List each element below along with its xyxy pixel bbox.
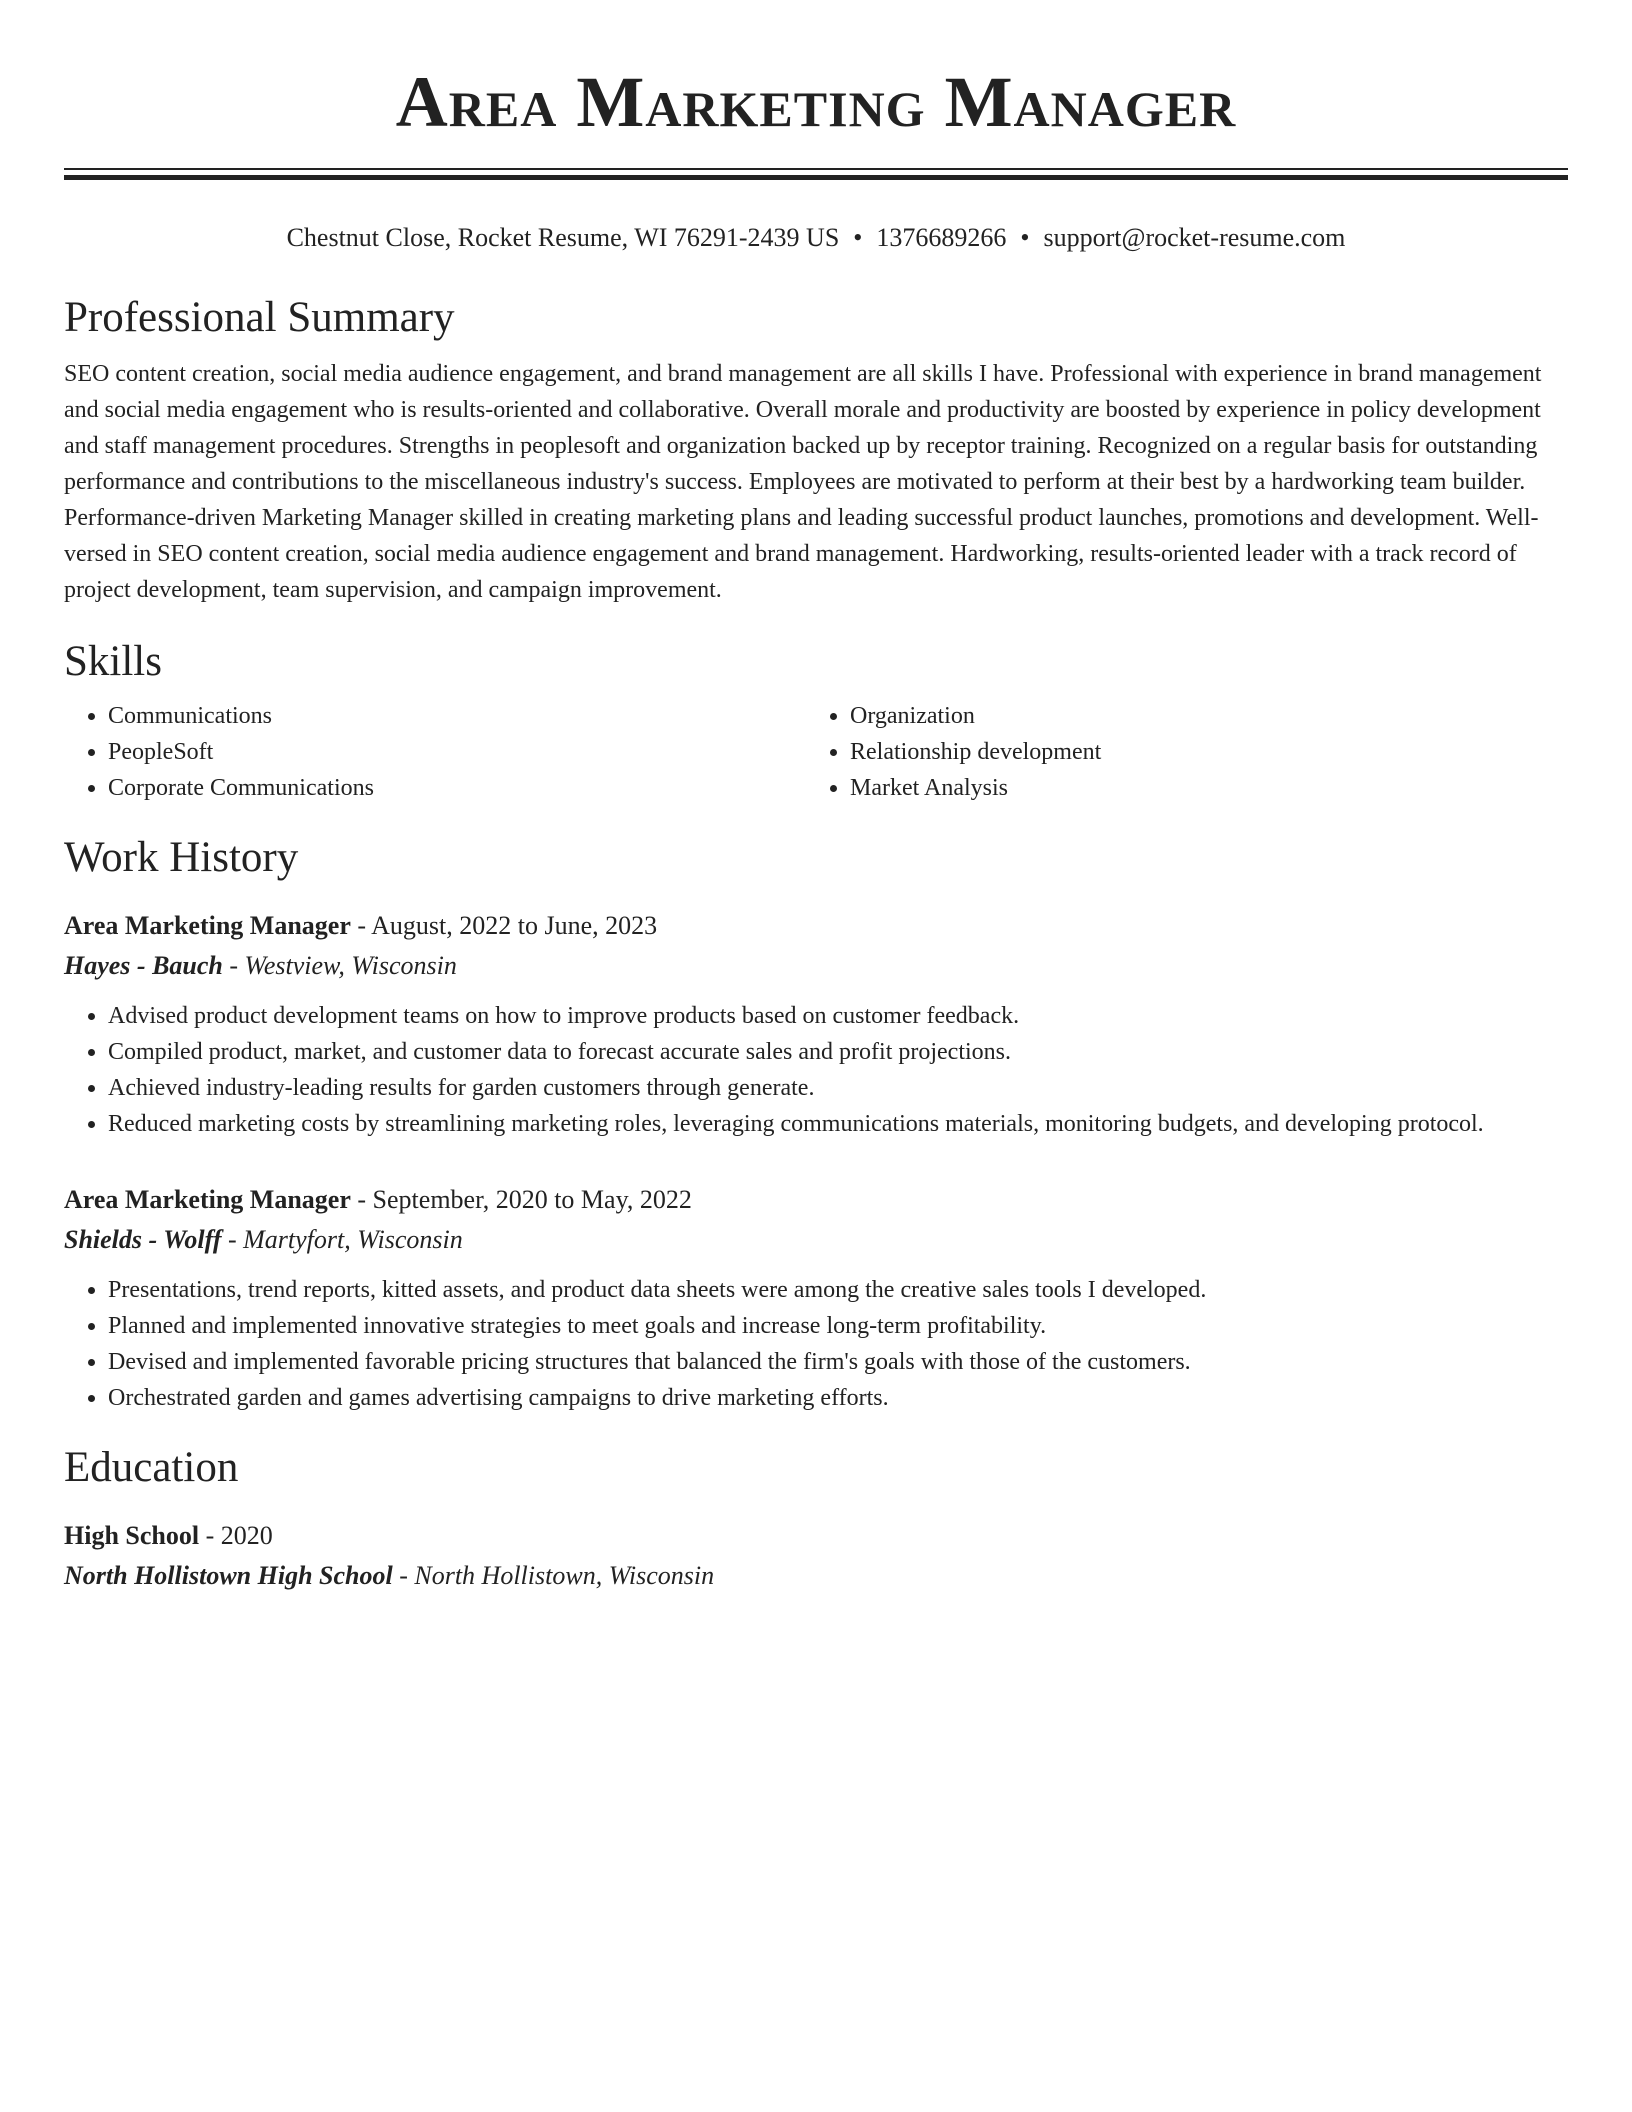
skills-right-column [806,698,1548,806]
job-bullets [64,1272,1568,1416]
degree-name: High School [64,1521,200,1550]
degree-year: - 2020 [199,1521,273,1550]
job-bullet: • Planned and implemented innovative strategies to meet goals and increase long-term profitability. [108,1308,1568,1344]
job-bullet: • Advised product development teams on how to improve products based on customer feedback. [108,998,1568,1034]
job-title-line [64,908,1568,944]
job-bullet: • Orchestrated garden and games advertising campaigns to drive marketing efforts. [108,1380,1568,1416]
skill-item: • Organization [850,698,1548,734]
job-title: Area Marketing Manager [64,1185,351,1214]
contact-separator: • [853,223,863,252]
degree-line [64,1518,1568,1554]
job-entry [64,908,1568,1142]
job-bullet: • Reduced marketing costs by streamlining marketing roles, leveraging communications materials, monitoring budgets, and developing protocol. [108,1106,1568,1142]
job-bullets [64,998,1568,1142]
skills-left-column [64,698,806,806]
company-name: Shields - Wolff [64,1225,222,1254]
school-location: - North Hollistown, Wisconsin [392,1561,715,1590]
summary-text: SEO content creation, social media audience engagement, and brand management are all skills I have. Professional with experience in brand management and social media engagement who is results-oriented and collaborative. Overall morale and productivity are boosted by experience in policy development and staff management procedures. Strengths in peoplesoft and organization backed up by receptor training. Recognized on a regular basis for outstanding performance and contributions to the miscellaneous industry's success. Employees are motivated to perform at their best by a hardworking team builder. Performance-driven Marketing Manager skilled in creating marketing plans and leading successful product launches, promotions and development. Well-versed in SEO content creation, social media audience engagement and brand management. Hardworking, results-oriented leader with a track record of project development, team supervision, and campaign improvement. [64,361,1542,603]
job-entry [64,1182,1568,1416]
job-title: Area Marketing Manager [64,911,351,940]
job-bullet: • Presentations, trend reports, kitted assets, and product data sheets were among the creative sales tools I developed. [108,1272,1568,1308]
title-divider-thin [64,168,1568,170]
job-dates: - August, 2022 to June, 2023 [350,911,658,940]
company-name: Hayes - Bauch [64,951,223,980]
work-history-heading: Work History [64,834,299,881]
skill-item: • Market Analysis [850,770,1548,806]
skill-item: • Corporate Communications [108,770,806,806]
job-bullet: • Achieved industry-leading results for garden customers through generate. [108,1070,1568,1106]
job-dates: - September, 2020 to May, 2022 [350,1185,692,1214]
summary-heading: Professional Summary [64,294,455,341]
education-heading: Education [64,1444,239,1491]
contact-phone: 1376689266 [876,223,1007,252]
company-location: - Martyfort, Wisconsin [221,1225,463,1254]
skill-item: • PeopleSoft [108,734,806,770]
job-bullet: • Devised and implemented favorable pricing structures that balanced the firm's goals with those of the customers. [108,1344,1568,1380]
skills-grid [64,698,1568,806]
contact-separator: • [1020,223,1030,252]
resume-title: Area Marketing Manager [395,62,1237,142]
skills-heading: Skills [64,638,162,685]
school-name: North Hollistown High School [64,1561,393,1590]
skill-item: • Relationship development [850,734,1548,770]
title-divider-thick [64,175,1568,180]
company-location: - Westview, Wisconsin [222,951,457,980]
skill-item: • Communications [108,698,806,734]
job-title-line [64,1182,1568,1218]
company-line [64,1222,1568,1258]
resume-page [64,0,1568,1594]
job-bullet: • Compiled product, market, and customer data to forecast accurate sales and profit projections. [108,1034,1568,1070]
school-line [64,1558,1568,1594]
contact-address: Chestnut Close, Rocket Resume, WI 76291-2439 US [286,223,840,252]
contact-email: support@rocket-resume.com [1043,223,1346,252]
company-line [64,948,1568,984]
contact-line [64,220,1568,256]
